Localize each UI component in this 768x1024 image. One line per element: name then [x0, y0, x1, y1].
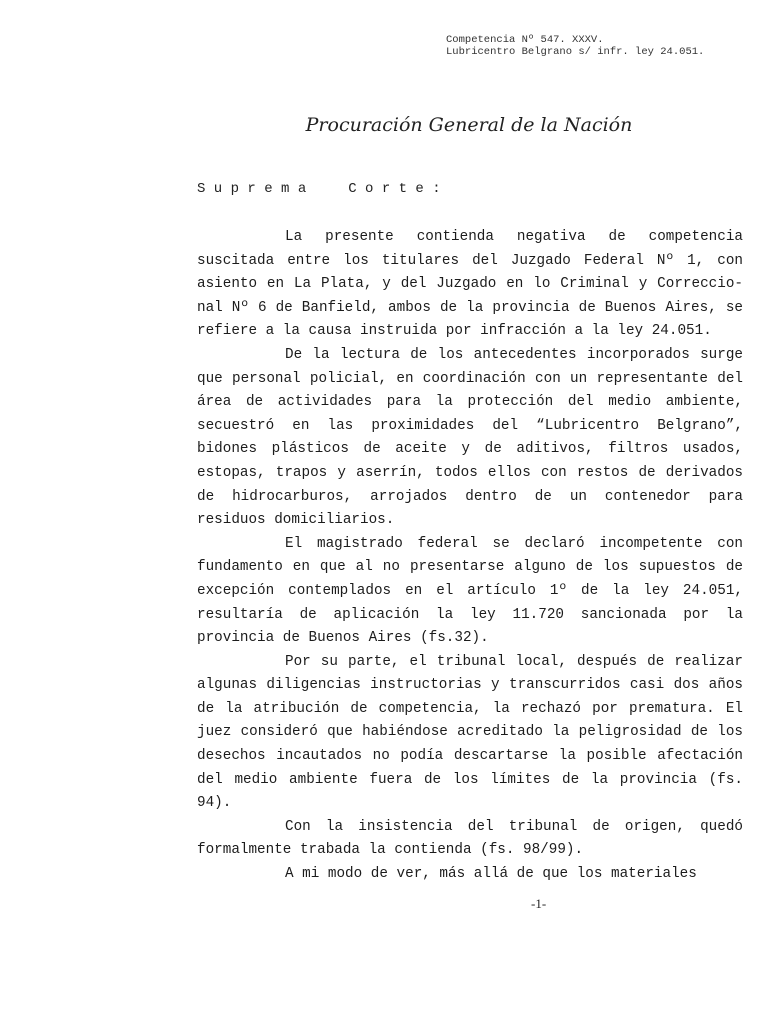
paragraph: A mi modo de ver, más allá de que los materiales: [285, 866, 697, 883]
paragraph: De la lectura de los antecedentes incorporados surge que personal policial, en coordinación con un representante del área de actividades para la protección del medio ambiente, secuestró en las proximidades del “Lubricentro Belgrano”, bidones plásticos de aceite y de aditivos, filtros usados, estopas, trapos y aserrín, todos ellos con restos de derivados de hidrocarburos, arrojados dentro de un contenedor para residuos domiciliarios.: [197, 346, 743, 529]
case-title: Lubricentro Belgrano s/ infr. ley 24.051.: [446, 46, 705, 58]
document-body: [197, 226, 743, 887]
case-number: Competencia Nº 547. XXXV.: [446, 34, 604, 46]
paragraph: La presente contienda negativa de competencia suscitada entre los titulares del Juzgado Federal Nº 1, con asiento en La Plata, y del Juzgado en lo Criminal y Correccional Nº 6 de Banfield, ambos de la provincia de Buenos Aires, se refiere a la causa instruida por infracción a la ley 24.051.: [197, 229, 743, 340]
paragraph: El magistrado federal se declaró incompetente con fundamento en que al no presentarse alguno de los supuestos de excepción contemplados en el artículo 1º de la ley 24.051, resultaría de aplicación la ley 11.720 sancionada por la provincia de Buenos Aires (fs.32).: [197, 535, 743, 647]
page-number: -1-: [531, 896, 547, 911]
salutation: S u p r e m a C o r t e :: [197, 181, 441, 197]
paragraph: Con la insistencia del tribunal de origen, quedó formalmente trabada la contienda (fs. 98/99).: [197, 818, 743, 859]
paragraph: Por su parte, el tribunal local, después de realizar algunas diligencias instructorias y transcurridos casi dos años de la atribución de competencia, la rechazó por prematura. El juez consideró que habiéndose acreditado la peligrosidad de los desechos incautados no podía descartarse la posible afectación del medio ambiente fuera de los límites de la provincia (fs. 94).: [197, 653, 743, 812]
case-reference: [446, 34, 704, 58]
agency-letterhead: Procuración General de la Nación: [305, 114, 633, 136]
